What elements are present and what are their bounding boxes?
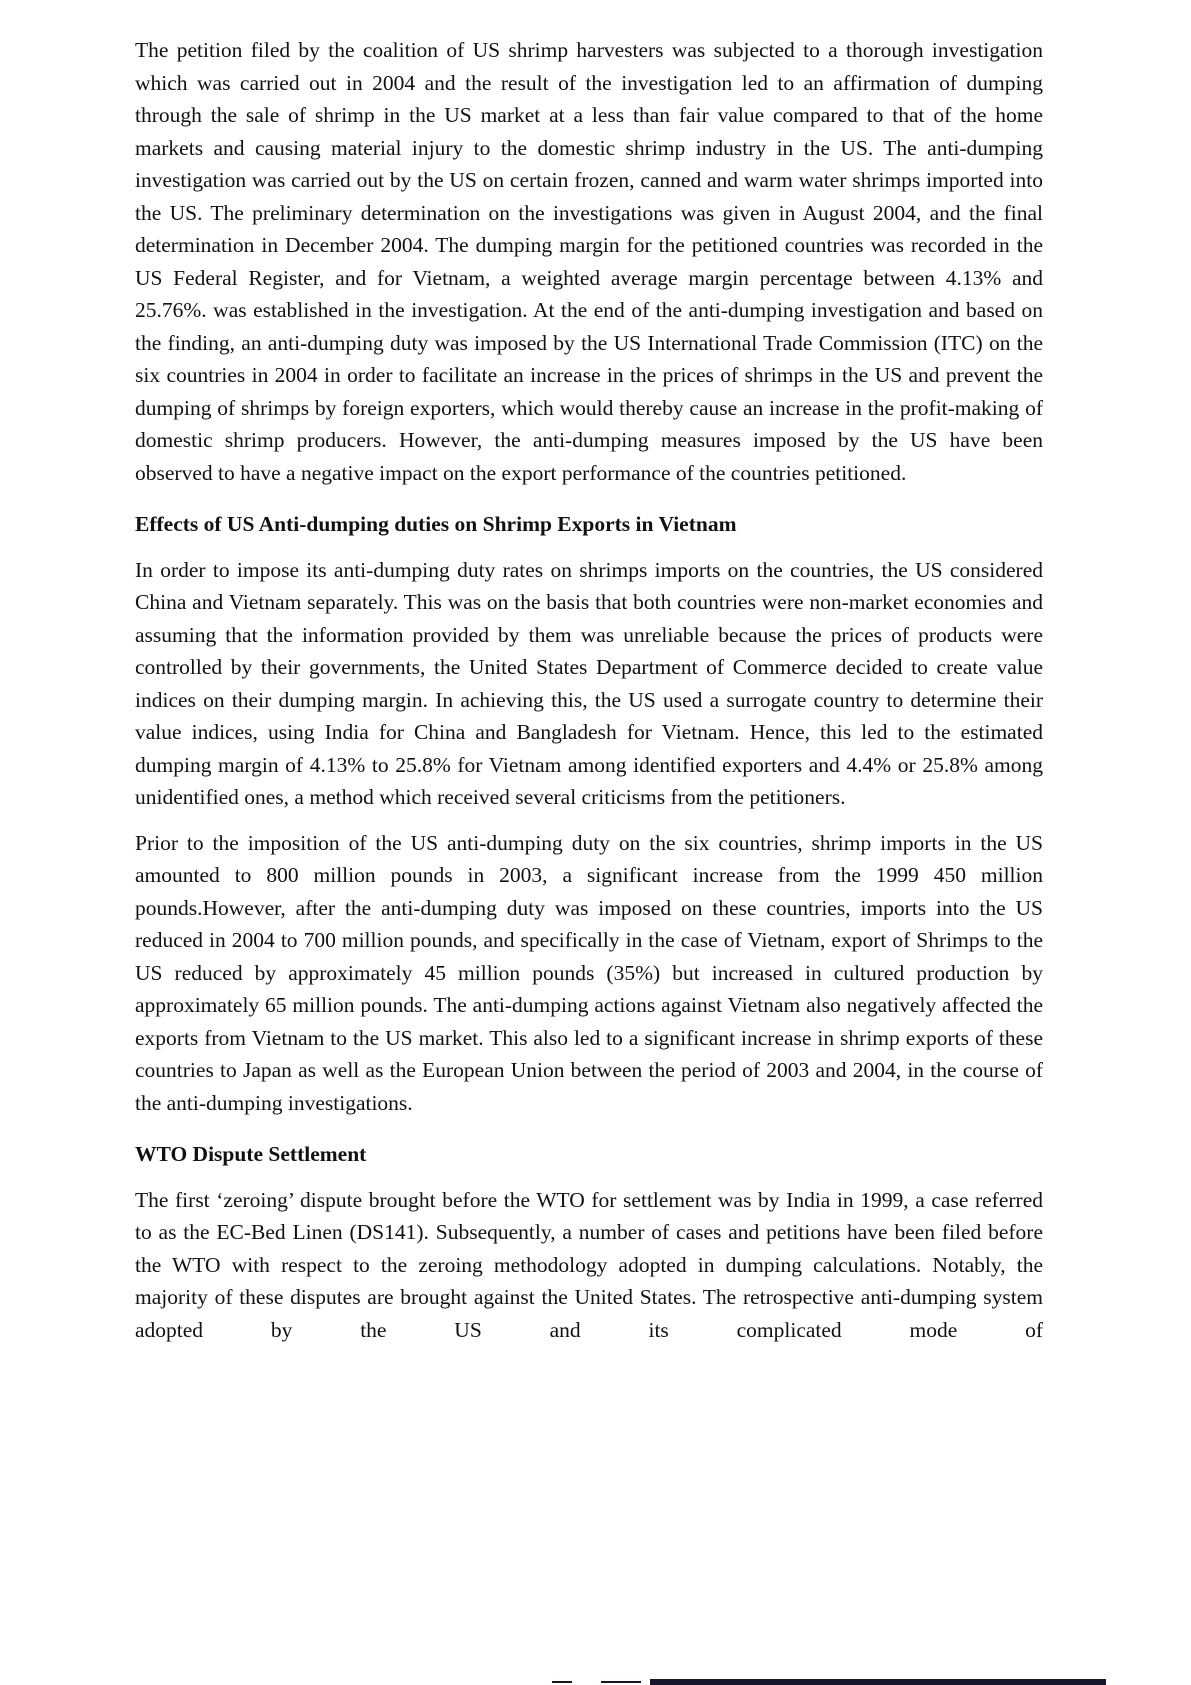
artifact-dash — [552, 1681, 572, 1683]
artifact-bar — [650, 1679, 1106, 1685]
body-paragraph-1: The petition filed by the coalition of US shrimp harvesters was subjected to a thorough investigation which was carried out in 2004 and the result of the investigation led to an affirmation of dumping through the sale of shrimp in the US market at a less than fair value compared to that of the home markets and causing material injury to the domestic shrimp industry in the US. The anti-dumping investigation was carried out by the US on certain frozen, canned and warm water shrimps imported into the US. The preliminary determination on the investigations was given in August 2004, and the final determination in December 2004. The dumping margin for the petitioned countries was recorded in the US Federal Register, and for Vietnam, a weighted average margin percentage between 4.13% and 25.76%. was established in the investigation. At the end of the anti-dumping investigation and based on the finding, an anti-dumping duty was imposed by the US International Trade Commission (ITC) on the six countries in 2004 in order to facilitate an increase in the prices of shrimps in the US and prevent the dumping of shrimps by foreign exporters, which would thereby cause an increase in the profit-making of domestic shrimp producers. However, the anti-dumping measures imposed by the US have been observed to have a negative impact on the export performance of the countries petitioned. — [135, 38, 1043, 485]
body-paragraph-2: In order to impose its anti-dumping duty rates on shrimps imports on the countries, the US considered China and Vietnam separately. This was on the basis that both countries were non-market economies and assuming that the information provided by them was unreliable because the prices of products were controlled by their governments, the United States Department of Commerce decided to create value indices on their dumping margin. In achieving this, the US used a surrogate country to determine their value indices, using India for China and Bangladesh for Vietnam. Hence, this led to the estimated dumping margin of 4.13% to 25.8% for Vietnam among identified exporters and 4.4% or 25.8% among unidentified ones, a method which received several criticisms from the petitioners. — [135, 557, 1043, 809]
section-heading-effects: Effects of US Anti-dumping duties on Shrimp Exports in Vietnam — [135, 512, 737, 536]
body-paragraph-3: Prior to the imposition of the US anti-dumping duty on the six countries, shrimp imports in the US amounted to 800 million pounds in 2003, a significant increase from the 1999 450 million pounds.However, after the anti-dumping duty was imposed on these countries, imports into the US reduced in 2004 to 700 million pounds, and specifically in the case of Vietnam, export of Shrimps to the US reduced by approximately 45 million pounds (35%) but increased in cultured production by approximately 65 million pounds. The anti-dumping actions against Vietnam also negatively affected the exports from Vietnam to the US market. This also led to a significant increase in shrimp exports of these countries to Japan as well as the European Union between the period of 2003 and 2004, in the course of the anti-dumping investigations. — [135, 830, 1043, 1115]
artifact-dash — [601, 1681, 641, 1683]
page-bottom-artifact — [0, 1677, 1191, 1685]
body-paragraph-4: The first ‘zeroing’ dispute brought before the WTO for settlement was by India in 1999, a case referred to as the EC-Bed Linen (DS141). Subsequently, a number of cases and petitions have been filed before the WTO with respect to the zeroing methodology adopted in dumping calculations. Notably, the majority of these disputes are brought against the United States. The retrospective anti-dumping system adopted by the US and its complicated mode of — [135, 1187, 1043, 1342]
section-heading-wto: WTO Dispute Settlement — [135, 1142, 367, 1166]
